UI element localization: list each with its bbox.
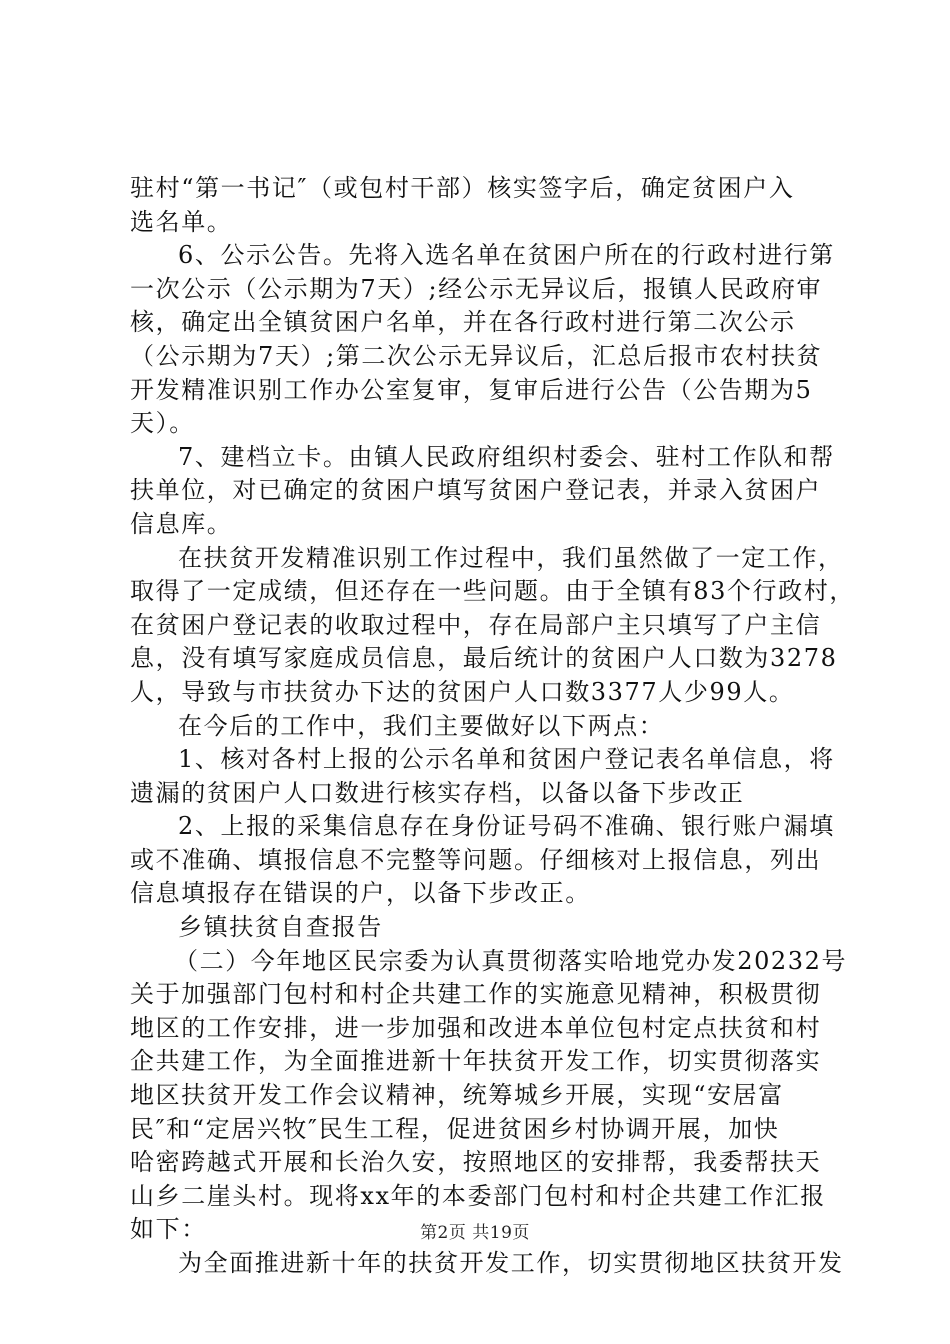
text-line: 山乡二崖头村。现将xx年的本委部门包村和村企共建工作汇报: [130, 1181, 826, 1210]
text-line: 一次公示（公示期为7天）;经公示无异议后，报镇人民政府审: [130, 274, 823, 303]
document-body: [130, 172, 855, 1281]
text-line: 取得了一定成绩，但还存在一些问题。由于全镇有83个行政村，: [130, 577, 855, 606]
text-line: 人，导致与市扶贫办下达的贫困户人口数3377人少99人。: [130, 677, 795, 706]
text-line: 在扶贫开发精准识别工作过程中，我们虽然做了一定工作，: [178, 543, 844, 572]
text-line: 信息库。: [130, 509, 233, 538]
text-line: 息，没有填写家庭成员信息，最后统计的贫困户人口数为3278: [130, 644, 838, 673]
text-line: 信息填报存在错误的户，以备下步改正。: [130, 879, 591, 908]
text-line: 2、上报的采集信息存在身份证号码不准确、银行账户漏填: [178, 812, 835, 841]
text-line: 企共建工作，为全面推进新十年扶贫开发工作，切实贯彻落实: [130, 1047, 822, 1076]
text-line: （公示期为7天）;第二次公示无异议后，汇总后报市农村扶贫: [130, 341, 823, 370]
text-line: 遗漏的贫困户人口数进行核实存档，以备以备下步改正: [130, 778, 745, 807]
text-line: 开发精准识别工作办公室复审，复审后进行公告（公告期为5: [130, 375, 813, 404]
text-line: （二）今年地区民宗委为认真贯彻落实哈地党办发20232号: [174, 946, 848, 975]
text-line: 核，确定出全镇贫困户名单，并在各行政村进行第二次公示: [130, 308, 796, 337]
text-line: 为全面推进新十年的扶贫开发工作，切实贯彻地区扶贫开发: [178, 1249, 844, 1277]
text-line: 1、核对各村上报的公示名单和贫困户登记表名单信息，将: [178, 745, 835, 774]
text-line: 哈密跨越式开展和长治久安，按照地区的安排帮，我委帮扶天: [130, 1148, 822, 1177]
text-line: 7、建档立卡。由镇人民政府组织村委会、驻村工作队和帮: [178, 442, 835, 471]
page-number-footer: 第2页 共19页: [420, 1223, 530, 1243]
text-line: 在今后的工作中，我们主要做好以下两点：: [178, 711, 665, 740]
section-heading: 乡镇扶贫自查报告: [178, 913, 383, 942]
text-line: 民″和“定居兴牧″民生工程，促进贫困乡村协调开展，加快: [130, 1114, 780, 1143]
text-line: 驻村“第一书记″（或包村干部）核实签字后，确定贫困户入: [130, 174, 795, 202]
text-line: 选名单。: [130, 207, 233, 236]
text-line: 扶单位，对已确定的贫困户填写贫困户登记表，并录入贫困户: [130, 476, 822, 505]
text-line: 如下：: [130, 1215, 207, 1244]
text-line: 关于加强部门包村和村企共建工作的实施意见精神，积极贯彻: [130, 980, 822, 1009]
text-line: 天）。: [130, 409, 195, 438]
text-line: 在贫困户登记表的收取过程中，存在局部户主只填写了户主信: [130, 610, 822, 639]
text-line: 或不准确、填报信息不完整等问题。仔细核对上报信息，列出: [130, 845, 822, 874]
text-line: 地区扶贫开发工作会议精神，统筹城乡开展，实现“安居富: [130, 1081, 784, 1110]
text-line: 地区的工作安排，进一步加强和改进本单位包村定点扶贫和村: [130, 1013, 822, 1042]
text-line: 6、公示公告。先将入选名单在贫困户所在的行政村进行第: [178, 241, 835, 270]
